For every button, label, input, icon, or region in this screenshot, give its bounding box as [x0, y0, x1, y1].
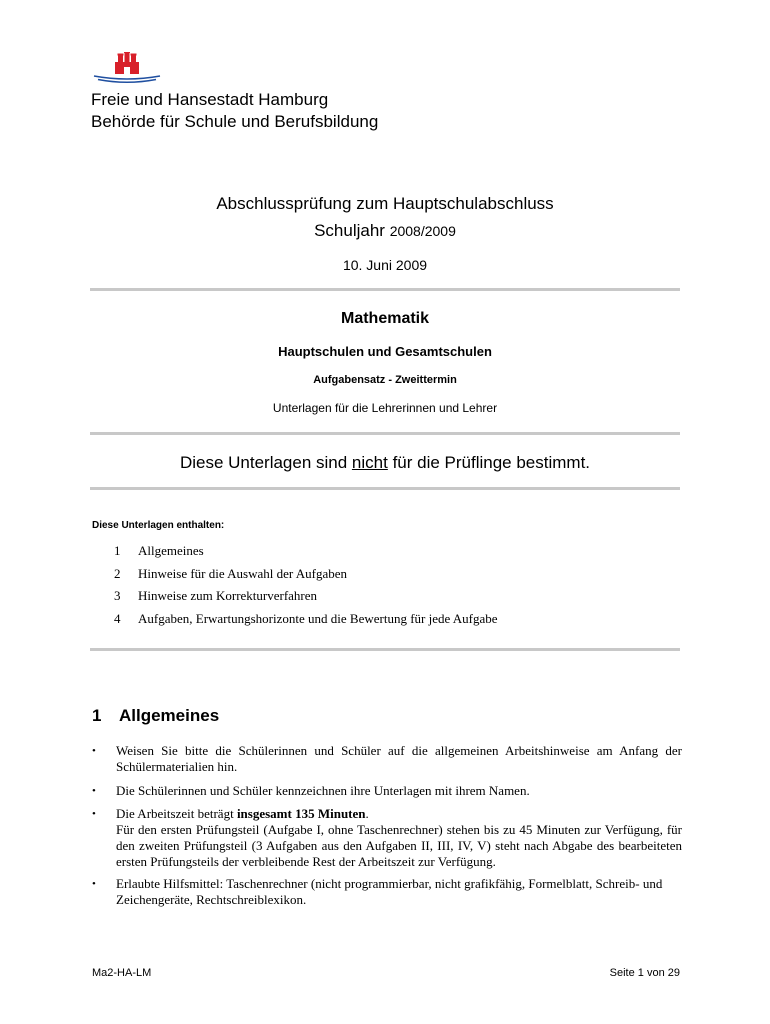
audience: Unterlagen für die Lehrerinnen und Lehrer: [272, 401, 498, 415]
bullet-item: [92, 743, 682, 775]
bullet-icon: •: [92, 745, 96, 757]
exam-date: 10. Juni 2009: [342, 257, 428, 273]
contents-item-text: Allgemeines: [138, 543, 204, 558]
bullet-item: [92, 783, 682, 799]
contents-item: [114, 588, 317, 604]
bullet-text: [116, 806, 682, 870]
bullet-text: Erlaubte Hilfsmittel: Taschenrechner (nicht programmierbar, nicht grafikfähig, Formelblatt, Schreib- und Zeichengeräte, Rechtschreiblexikon.: [116, 876, 663, 907]
school-year-value: 2008/2009: [389, 223, 456, 239]
school-year: [0, 221, 770, 241]
hamburg-coat-of-arms-logo: [92, 52, 162, 86]
contents-item-number: 2: [114, 566, 121, 581]
section-number: 1: [92, 706, 102, 725]
bullet-icon: •: [92, 785, 96, 797]
bullet-text-bold: insgesamt 135 Minuten: [236, 806, 366, 821]
authority-name: Freie und Hansestadt Hamburg: [91, 90, 329, 109]
divider: [90, 432, 680, 435]
contents-item-text: Aufgaben, Erwartungshorizonte und die Bewertung für jede Aufgabe: [138, 611, 498, 626]
bullet-text: Weisen Sie bitte die Schülerinnen und Schüler auf die allgemeinen Arbeitshinweise am Anfang der Schülermaterialien hin.: [116, 743, 682, 774]
contents-item-text: Hinweise zum Korrekturverfahren: [138, 588, 318, 603]
footer-document-code: Ma2-HA-LM: [92, 967, 152, 979]
bullet-text-continuation: Für den ersten Prüfungsteil (Aufgabe I, ohne Taschenrechner) stehen bis zu 45 Minuten zur Verfügung, für den zweiten Prüfungsteil (3 Aufgaben aus den Aufgaben II, III, IV, V) steht nach Abgabe des bearbeiteten ersten Prüfungsteils der verbleibende Rest der Arbeitszeit zur Verfügung.: [116, 822, 682, 869]
contents-label: Diese Unterlagen enthalten:: [92, 520, 225, 531]
school-year-label: Schuljahr: [314, 221, 385, 240]
authority-department: Behörde für Schule und Berufsbildung: [91, 112, 379, 131]
school-types: Hauptschulen und Gesamtschulen: [278, 344, 492, 359]
notice-text: für die Prüflinge bestimmt.: [387, 453, 591, 472]
bullet-text: Die Schülerinnen und Schüler kennzeichnen ihre Unterlagen mit ihrem Namen.: [116, 783, 530, 798]
task-set: Aufgabensatz - Zweittermin: [313, 374, 457, 386]
contents-item-number: 4: [114, 611, 121, 626]
divider: [90, 487, 680, 490]
bullet-icon: •: [92, 878, 96, 890]
contents-item-number: 3: [114, 588, 121, 603]
section-heading: [92, 706, 219, 726]
notice-emphasis: nicht: [351, 453, 388, 472]
footer-page-number: Seite 1 von 29: [609, 967, 680, 979]
bullet-icon: •: [92, 808, 96, 820]
divider: [90, 648, 680, 651]
exam-title: Abschlussprüfung zum Hauptschulabschluss: [216, 194, 554, 213]
divider: [90, 288, 680, 291]
contents-item-text: Hinweise für die Auswahl der Aufgaben: [138, 566, 348, 581]
notice: [0, 453, 770, 473]
bullet-item: [92, 806, 682, 870]
contents-item: [114, 611, 498, 627]
bullet-item: [92, 876, 682, 908]
section-title: Allgemeines: [119, 706, 220, 725]
subject-heading: Mathematik: [340, 310, 430, 327]
contents-item: [114, 543, 204, 559]
bullet-text-part: .: [365, 806, 369, 821]
notice-text: Diese Unterlagen sind: [179, 453, 352, 472]
bullet-text-part: Die Arbeitszeit beträgt: [116, 806, 237, 821]
contents-item: [114, 566, 347, 582]
contents-item-number: 1: [114, 543, 121, 558]
